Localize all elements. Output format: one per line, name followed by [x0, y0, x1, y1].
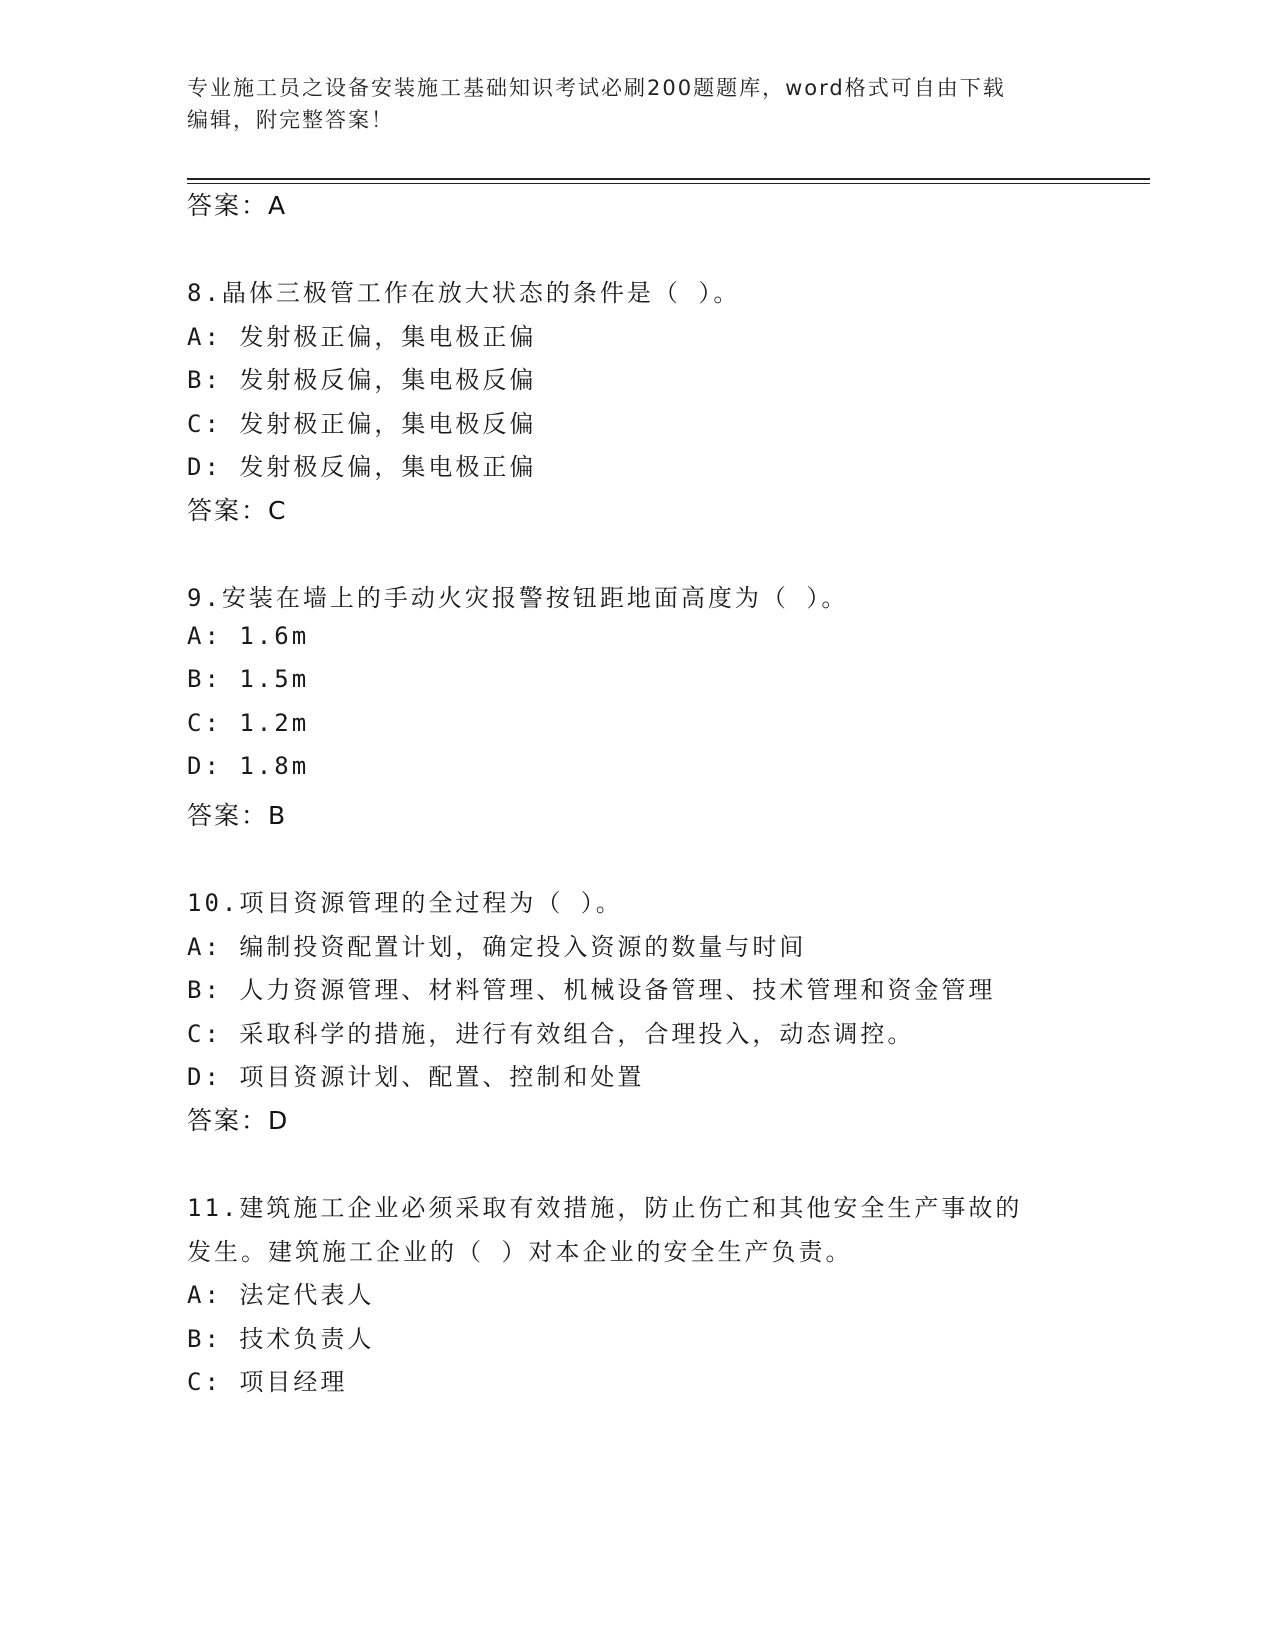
- question-11-stem-line-1: 11.建筑施工企业必须采取有效措施，防止伤亡和其他安全生产事故的: [187, 1194, 1023, 1222]
- question-10-answer: 答案：D: [187, 1106, 290, 1135]
- header-divider-thin: [187, 183, 1150, 184]
- header-divider: [187, 178, 1150, 180]
- question-8-stem: 8.晶体三极管工作在放大状态的条件是（ ）。: [187, 279, 741, 307]
- question-8-option-b: B: 发射极反偏，集电极反偏: [187, 366, 537, 394]
- question-9-option-c: C: 1.2m: [187, 709, 310, 737]
- question-8-option-a: A: 发射极正偏，集电极正偏: [187, 323, 537, 351]
- question-10-option-b: B: 人力资源管理、材料管理、机械设备管理、技术管理和资金管理: [187, 976, 996, 1004]
- question-10-option-a: A: 编制投资配置计划，确定投入资源的数量与时间: [187, 933, 807, 961]
- question-11-stem-line-2: 发生。建筑施工企业的（ ）对本企业的安全生产负责。: [187, 1238, 853, 1266]
- question-9-answer: 答案：B: [187, 801, 288, 830]
- question-10-option-d: D: 项目资源计划、配置、控制和处置: [187, 1063, 645, 1091]
- question-9-option-b: B: 1.5m: [187, 665, 310, 693]
- question-8-option-d: D: 发射极反偏，集电极正偏: [187, 453, 537, 481]
- question-9-option-d: D: 1.8m: [187, 752, 310, 780]
- question-10-stem: 10.项目资源管理的全过程为（ ）。: [187, 889, 623, 917]
- question-10-option-c: C: 采取科学的措施，进行有效组合，合理投入，动态调控。: [187, 1020, 915, 1048]
- question-9-option-a: A: 1.6m: [187, 622, 310, 650]
- question-9-stem: 9.安装在墙上的手动火灾报警按钮距地面高度为（ ）。: [187, 584, 849, 612]
- question-11-option-b: B: 技术负责人: [187, 1325, 375, 1353]
- question-11-option-c: C: 项目经理: [187, 1368, 348, 1396]
- question-11-option-a: A: 法定代表人: [187, 1281, 375, 1309]
- question-8-answer: 答案：C: [187, 496, 288, 525]
- question-8-option-c: C: 发射极正偏，集电极反偏: [187, 410, 537, 438]
- header-line-1: 专业施工员之设备安装施工基础知识考试必刷200题题库，word格式可自由下载: [187, 76, 1006, 100]
- answer-previous: 答案：A: [187, 191, 288, 220]
- document-header: [187, 72, 1087, 136]
- header-line-2: 编辑，附完整答案！: [187, 108, 394, 132]
